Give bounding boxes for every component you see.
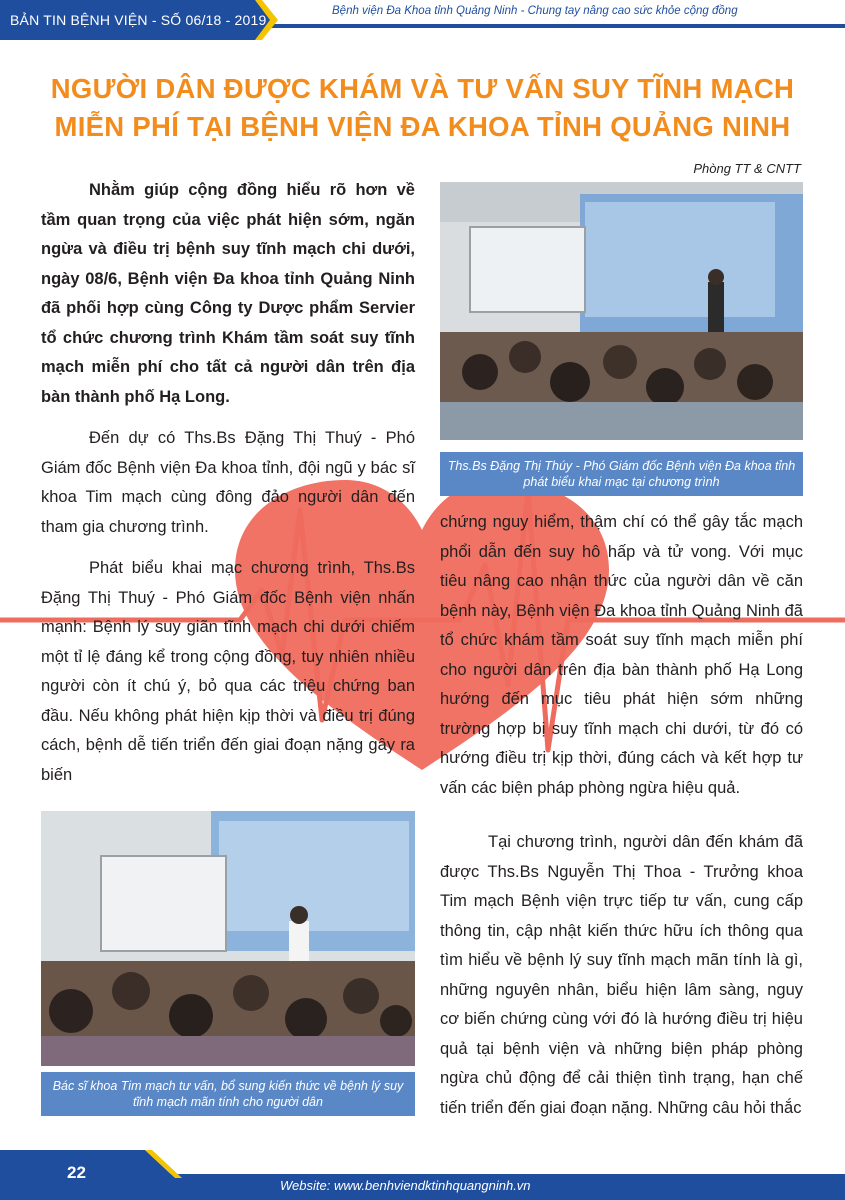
header-bar	[0, 0, 845, 40]
lead-paragraph: Nhằm giúp cộng đồng hiểu rõ hơn về tầm quan trọng của việc phát hiện sớm, ngăn ngừa và điều trị bệnh suy tĩnh mạch chi dưới, ngày 08/6, Bệnh viện Đa khoa tỉnh Quảng Ninh đã phối hợp cùng Công ty Dược phẩm Servier tổ chức chương trình Khám tầm soát suy tĩnh mạch miễn phí cho tất cả người dân trên địa bàn thành phố Hạ Long.	[41, 181, 415, 406]
right-column-top	[440, 508, 803, 815]
article-title	[20, 70, 825, 146]
caption-opening-speech: Ths.Bs Đặng Thị Thúy - Phó Giám đốc Bệnh viện Đa khoa tỉnh phát biểu khai mạc tại chương trình	[440, 452, 803, 496]
paragraph-3: Phát biểu khai mạc chương trình, Ths.Bs Đặng Thị Thuý - Phó Giám đốc Bệnh viện nhấn mạnh: Bệnh lý suy giãn tĩnh mạch chi dưới chiếm một tỉ lệ đáng kể trong cộng đồng, tuy nhiên nhiều người còn ít chú ý, bỏ qua các triệu chứng ban đầu. Nếu không phát hiện kịp thời và điều trị đúng cách, bệnh dễ tiến triển đến giai đoạn nặng gây ra biến	[41, 559, 415, 784]
header-slogan: Bệnh viện Đa Khoa tỉnh Quảng Ninh - Chung tay nâng cao sức khỏe cộng đồng	[332, 5, 738, 17]
paragraph-4: Tại chương trình, người dân đến khám đã được Ths.Bs Nguyễn Thị Thoa - Trưởng khoa Tim mạch Bệnh viện trực tiếp tư vấn, cung cấp thông tin, cập nhật kiến thức hữu ích thông qua tìm hiểu về bệnh lý suy tĩnh mạch mãn tính là gì, những nguyên nhân, biểu hiện lâm sàng, nguy cơ biến chứng cùng với đó là hướng điều trị hiệu quả tại bệnh viện và những biện pháp phòng ngừa chủ động để cải thiện tình trạng, hạn chế tiến triển đến giai đoạn nặng. Những câu hỏi thắc	[440, 833, 803, 1117]
article-author: Phòng TT & CNTT	[693, 161, 801, 176]
paragraph-2: Đến dự có Ths.Bs Đặng Thị Thuý - Phó Giám đốc Bệnh viện Đa khoa tỉnh, đội ngũ y bác sĩ khoa Tim mạch cùng đông đảo người dân đến tham gia chương trình.	[41, 429, 415, 536]
photo-opening-speech-image	[440, 182, 803, 440]
website-link[interactable]: Website: www.benhviendktinhquangninh.vn	[280, 1178, 531, 1193]
page-number: 22	[67, 1163, 86, 1182]
article-title-line-2: MIỄN PHÍ TẠI BỆNH VIỆN ĐA KHOA TỈNH QUẢNG NINH	[54, 111, 791, 142]
photo-opening-speech	[440, 182, 803, 440]
issue-label: BẢN TIN BỆNH VIỆN - SỐ 06/18 - 2019	[10, 12, 267, 28]
article-title-line-1: NGƯỜI DÂN ĐƯỢC KHÁM VÀ TƯ VẤN SUY TĨNH MẠCH	[50, 73, 795, 104]
left-column	[41, 176, 415, 802]
photo-consultation-image	[41, 811, 415, 1066]
photo-consultation	[41, 811, 415, 1066]
paragraph-3-continued: chứng nguy hiểm, thậm chí có thể gây tắc mạch phổi dẫn đến suy hô hấp và tử vong. Với mục tiêu nâng cao nhận thức của người dân về căn bệnh này, Bệnh viện Đa khoa tỉnh Quảng Ninh đã tổ chức khám tầm soát suy tĩnh mạch miễn phí cho người dân trên địa bàn thành phố Hạ Long hướng đến mục tiêu phát hiện sớm những trường hợp bị suy tĩnh mạch chi dưới, từ đó có hướng điều trị kịp thời, đúng cách và kết hợp tư vấn các biện pháp phòng ngừa hiệu quả.	[440, 513, 803, 797]
right-column-bottom	[440, 828, 803, 1135]
footer-bar	[0, 1150, 845, 1200]
caption-consultation: Bác sĩ khoa Tim mạch tư vấn, bổ sung kiến thức về bệnh lý suy tĩnh mạch mãn tính cho người dân	[41, 1072, 415, 1116]
